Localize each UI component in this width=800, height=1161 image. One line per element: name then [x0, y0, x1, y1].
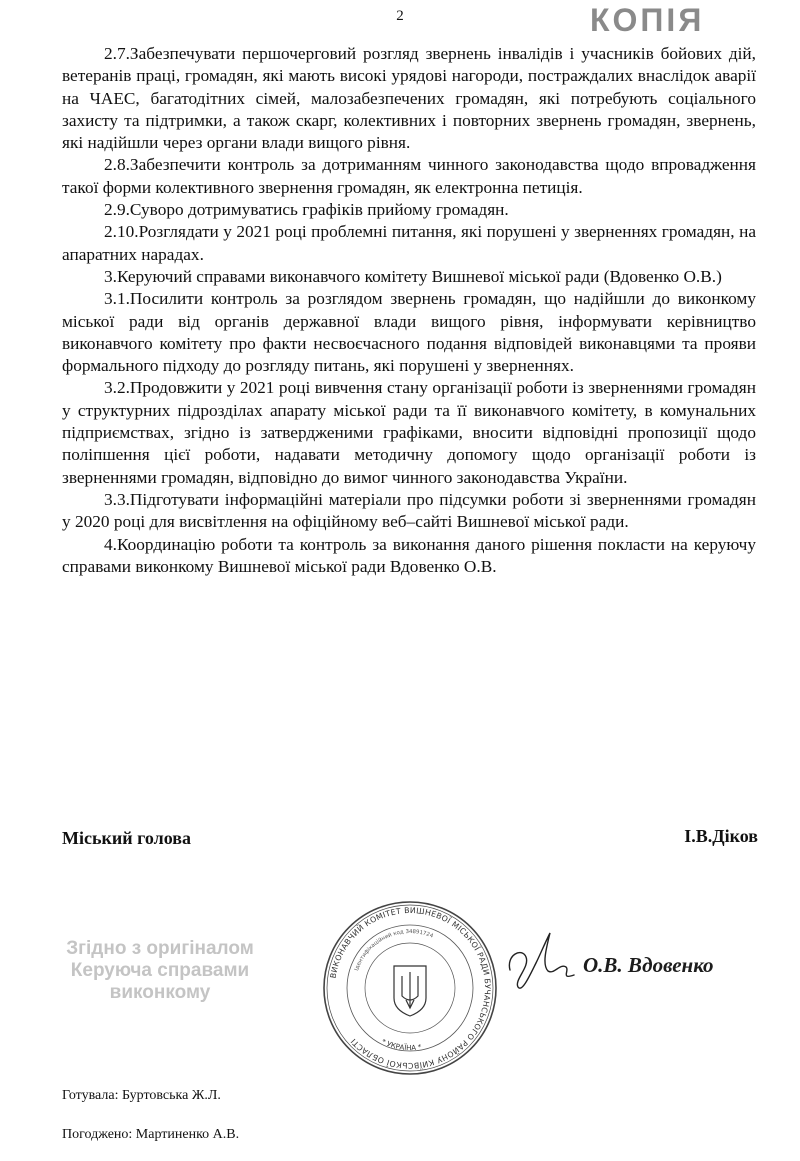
paragraph-3-2: 3.2.Продовжити у 2021 році вивчення стану організації роботи із зверненнями громадян у структурних підрозділах апарату міської ради та її виконавчого комітету, в комунальних підприємствах, згідно із затвердженими графіками, вносити відповідні пропозиції щодо поліпшення цієї роботи, надавати методичну допомогу щодо організації роботи із зверненнями громадян, відповідно до вимог чинного законодавства України.	[62, 378, 756, 487]
handwritten-signature	[500, 925, 580, 1000]
faded-stamp-line-3: виконкому	[109, 982, 211, 1003]
agreed-by: Погоджено: Мартиненко А.В.	[62, 1127, 240, 1142]
paragraph-2-8: 2.8.Забезпечити контроль за дотриманням чинного законодавства щодо впровадження такої форми колективного звернення громадян, як електронна петиція.	[62, 155, 756, 197]
signatory-name: І.В.Діков	[684, 826, 758, 846]
signatory-title: Міський голова	[62, 828, 191, 848]
copy-stamp: КОПІЯ	[590, 2, 705, 38]
paragraph-2-7: 2.7.Забезпечувати першочерговий розгляд звернень інвалідів і учасників бойових дій, ветеранів праці, громадян, які мають високі урядові нагороди, постраждалих внаслідок аварії на ЧАЕС, багатодітних сімей, малозабезпечених громадян, які потребують соціального захисту та підтримки, а також скарг, колективних і повторних звернень громадян, звернень, які надійшли через органи влади вищого рівня.	[62, 44, 756, 153]
paragraph-3-1: 3.1.Посилити контроль за розглядом звернень громадян, що надійшли до виконкому міської ради від органів державної влади вищого рівня, інформувати керівництво виконавчого комітету про факти несвоєчасного подання відповідей виконавцями та прояви формального підходу до розгляду питань, які порушені у зверненнях.	[62, 289, 756, 376]
svg-text:Ідентифікаційний код 34891724	[354, 929, 435, 972]
paragraph-3-3: 3.3.Підготувати інформаційні матеріали про підсумки роботи зі зверненнями громадян у 2020 році для висвітлення на офіційному веб–сайті Вишневої міської ради.	[62, 489, 756, 532]
faded-certification-stamp	[55, 938, 265, 1004]
document-body	[62, 43, 756, 578]
paragraph-2-10: 2.10.Розглядати у 2021 році проблемні питання, які порушені у зверненнях громадян, на апаратних нарадах.	[62, 222, 756, 264]
faded-stamp-line-1: Згідно з оригіналом	[66, 938, 254, 959]
paragraph-2-9: 2.9.Суворо дотримуватись графіків прийому громадян.	[104, 200, 509, 220]
coat-of-arms-icon	[394, 966, 426, 1016]
page-number: 2	[396, 8, 404, 24]
prepared-by: Готувала: Буртовська Ж.Л.	[62, 1088, 221, 1103]
seal-bottom-text: * УКРАЇНА *	[380, 1037, 423, 1053]
official-seal	[322, 900, 498, 1076]
signer-name: О.В. Вдовенко	[583, 953, 714, 977]
seal-inner-text: Ідентифікаційний код 34891724	[353, 928, 434, 972]
faded-stamp-line-2: Керуюча справами	[70, 960, 250, 981]
paragraph-4: 4.Координацію роботи та контроль за виконання даного рішення покласти на керуючу справами виконкому Вишневої міської ради Вдовенко О.В.	[62, 534, 756, 576]
seal-outer-text: ВИКОНАВЧИЙ КОМІТЕТ ВИШНЕВОЇ МІСЬКОЇ РАДИ БУЧАНСЬКОГО РАЙОНУ КИЇВСЬКОЇ ОБЛАСТІ	[328, 905, 493, 1071]
paragraph-3: 3.Керуючий справами виконавчого комітету Вишневої міської ради (Вдовенко О.В.)	[104, 266, 722, 286]
svg-text:* УКРАЇНА *	[380, 1038, 422, 1053]
